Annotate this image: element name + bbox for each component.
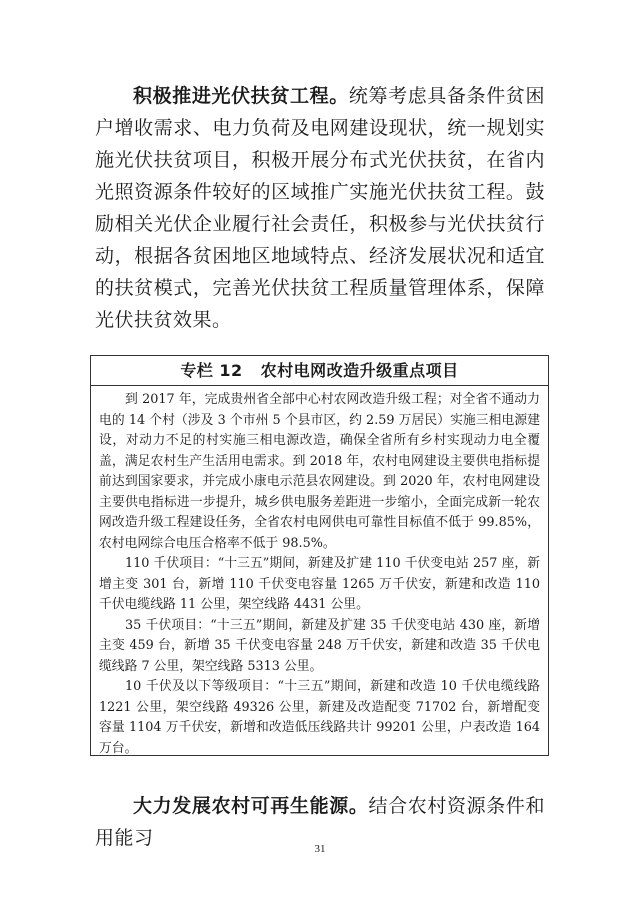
- box-paragraph-35kv: 35 千伏项目：“十三五”期间，新建及扩建 35 千伏变电站 430 座，新增主变 459 台，新增 35 千伏变电容量 248 万千伏安，新建和改造 35 千伏电缆线路 7 公里，架空线路 5313 公里。: [99, 617, 540, 674]
- box-paragraph-targets: 到 2017 年，完成贵州省全部中心村农网改造升级工程；对全省不通动力电的 14 个村（涉及 3 个市州 5 个县市区，约 2.59 万居民）实施三相电源建设，对动力不足的村实施三相电源改造，确保全省所有乡村实现动力电全覆盖，满足农村生产生活用电需求。到 2018 年，农村电网建设主要供电指标提前达到国家要求，并完成小康电示范县农网建设。到 2020 年，农村电网建设主要供电指标进一步提升，城乡供电服务差距进一步缩小，全面完成新一轮农网改造升级工程建设任务，全省农村电网供电可靠性目标值不低于 99.85%，农村电网综合电压合格率不低于 98.5%。: [99, 392, 540, 551]
- feature-box-title: [91, 356, 548, 386]
- paragraph-solar-poverty-alleviation: [95, 80, 545, 336]
- box-paragraph-110kv: 110 千伏项目：“十三五”期间，新建及扩建 110 千伏变电站 257 座，新增主变 301 台，新增 110 千伏变电容量 1265 万千伏安，新建和改造 110 千伏电缆线路 11 公里，架空线路 4431 公里。: [99, 556, 540, 612]
- feature-box-label: 专栏 12: [180, 361, 243, 380]
- feature-box-rural-grid: [90, 355, 549, 756]
- paragraph-body: 结合农村资源条件和用能习: [95, 795, 545, 849]
- page-number: 31: [314, 843, 326, 855]
- feature-box-body: [91, 386, 548, 759]
- paragraph-lead: 大力发展农村可再生能源。: [133, 795, 369, 817]
- box-paragraph-10kv: 10 千伏及以下等级项目：“十三五”期间，新建和改造 10 千伏电缆线路 1221 公里，架空线路 49326 公里，新建及改造配变 71702 台，新增配变容量 1104 万千伏安，新增和改造低压线路共计 99201 公里，户表改造 164 万台。: [99, 679, 540, 756]
- paragraph-body: 统筹考虑具备条件贫困户增收需求、电力负荷及电网建设现状，统一规划实施光伏扶贫项目，积极开展分布式光伏扶贫，在省内光照资源条件较好的区域推广实施光伏扶贫工程。鼓励相关光伏企业履行社会责任，积极参与光伏扶贫行动，根据各贫困地区地域特点、经济发展状况和适宜的扶贫模式，完善光伏扶贫工程质量管理体系，保障光伏扶贫效果。: [95, 85, 545, 331]
- paragraph-lead: 积极推进光伏扶贫工程。: [133, 85, 349, 107]
- feature-box-heading: 农村电网改造升级重点项目: [260, 361, 459, 380]
